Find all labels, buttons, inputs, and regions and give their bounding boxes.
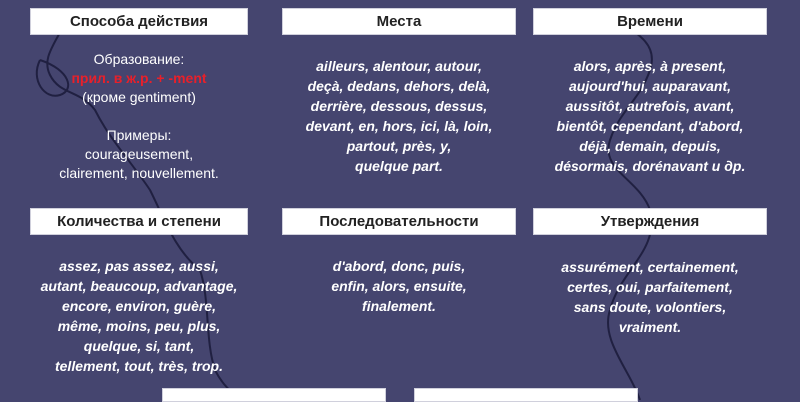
list-item: bientôt, cependant, d'abord, [556, 118, 744, 134]
list-item: d'abord, donc, puis, [332, 258, 466, 274]
formation-note: (кроме gentiment) [82, 89, 196, 105]
list-item: aujourd'hui, auparavant, [568, 78, 732, 94]
header-place: Места [282, 8, 516, 35]
list-item: ailleurs, alentour, autour, [316, 58, 482, 74]
list-item: sans doute, volontiers, [573, 299, 727, 315]
list-item: devant, en, hors, ici, là, loin, [305, 118, 493, 134]
time-content [533, 56, 767, 176]
list-item: tellement, tout, très, trop. [54, 358, 223, 374]
list-item: déjà, demain, depuis, [579, 138, 721, 154]
manner-content [30, 50, 248, 183]
list-item: finalement. [362, 298, 436, 314]
list-item: assez, pas assez, aussi, [59, 258, 219, 274]
sequence-content [282, 256, 516, 316]
header-manner: Способа действия [30, 8, 248, 35]
list-item: alors, après, à present, [573, 58, 727, 74]
list-item: vraiment. [618, 319, 682, 335]
list-item: derrière, dessous, dessus, [310, 98, 488, 114]
formation-rule: прил. в ж.р. + -ment [71, 70, 207, 86]
header-affirmation: Утверждения [533, 208, 767, 235]
list-item: désormais, dorénavant и др. [554, 158, 746, 174]
list-item: même, moins, peu, plus, [57, 318, 221, 334]
formation-label: Образование: [93, 51, 185, 67]
list-item: enfin, alors, ensuite, [331, 278, 467, 294]
list-item: certes, oui, parfaitement, [567, 279, 733, 295]
affirmation-content [533, 257, 767, 337]
examples-label: Примеры: [106, 127, 172, 143]
quantity-content [30, 256, 248, 376]
examples-line-1: courageusement, [84, 146, 194, 162]
list-item: autant, beaucoup, advantage, [40, 278, 238, 294]
list-item: encore, environ, guère, [61, 298, 217, 314]
header-sequence: Последовательности [282, 208, 516, 235]
header-quantity: Количества и степени [30, 208, 248, 235]
examples-line-2: clairement, nouvellement. [59, 165, 219, 181]
list-item: partout, près, y, [346, 138, 452, 154]
list-item: deçà, dedans, dehors, delà, [307, 78, 491, 94]
list-item: quelque part. [355, 158, 443, 174]
list-item: assurément, certainement, [561, 259, 739, 275]
list-item: aussitôt, autrefois, avant, [565, 98, 735, 114]
place-content [282, 56, 516, 176]
header-time: Времени [533, 8, 767, 35]
list-item: quelque, si, tant, [83, 338, 195, 354]
